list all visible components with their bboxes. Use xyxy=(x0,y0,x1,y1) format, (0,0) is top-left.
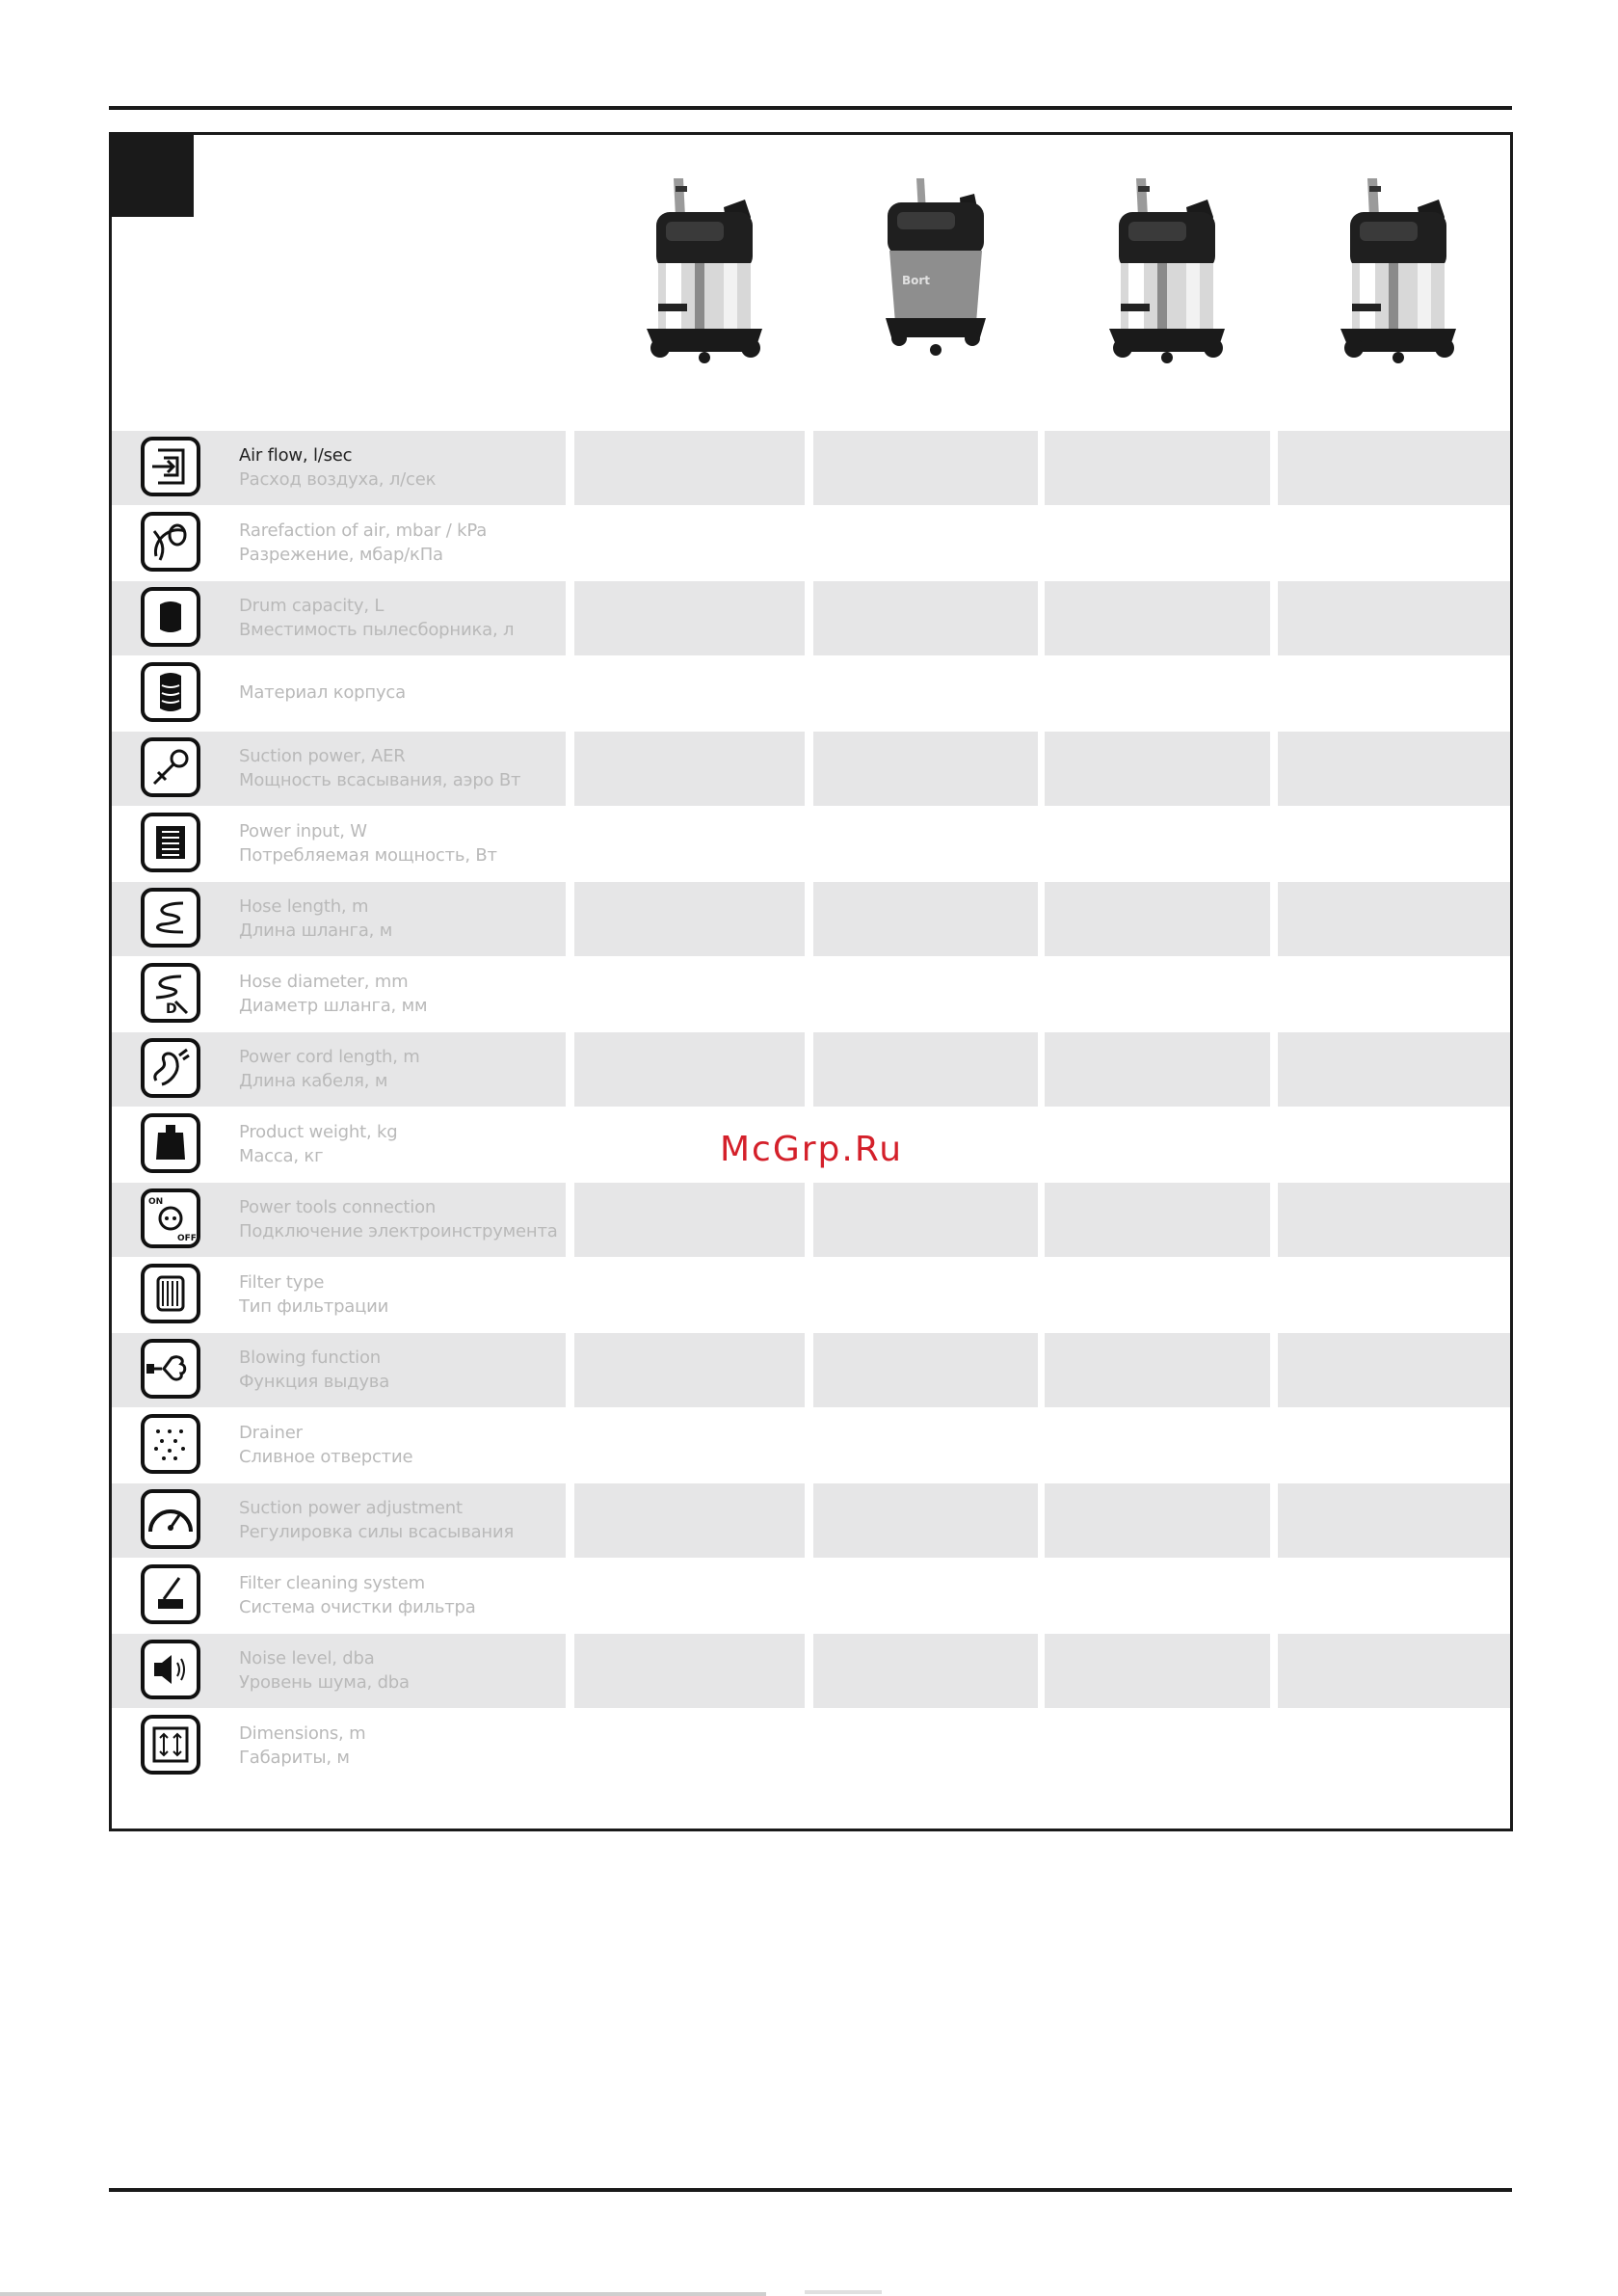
weight-icon xyxy=(141,1113,200,1173)
drum-capacity-icon xyxy=(141,587,200,647)
spec-row xyxy=(112,1258,1510,1332)
spec-label-ru: Масса, кг xyxy=(239,1146,324,1166)
dimensions-icon xyxy=(141,1715,200,1775)
spec-row xyxy=(112,1183,1510,1257)
spec-row xyxy=(112,732,1510,806)
power-cord-icon xyxy=(141,1038,200,1098)
spec-label-ru: Тип фильтрации xyxy=(239,1296,389,1317)
row-shading xyxy=(574,1333,805,1407)
row-shading xyxy=(813,581,1038,655)
spec-label-ru: Габариты, м xyxy=(239,1748,350,1768)
spec-label-ru: Мощность всасывания, аэро Вт xyxy=(239,770,521,790)
row-shading xyxy=(1045,1333,1270,1407)
spec-label-en: Suction power adjustment xyxy=(239,1498,463,1518)
footer-strip-tail xyxy=(805,2290,882,2294)
product-image-3 xyxy=(1100,159,1254,381)
spec-row xyxy=(112,581,1510,655)
spec-label-en: Power input, W xyxy=(239,821,367,841)
spec-label-ru: Уровень шума, dba xyxy=(239,1672,410,1693)
row-shading xyxy=(1045,1634,1270,1708)
spec-row xyxy=(112,431,1510,505)
spec-label-en: Drainer xyxy=(239,1423,303,1443)
hose-length-icon xyxy=(141,888,200,948)
row-shading xyxy=(574,1183,805,1257)
spec-label xyxy=(112,732,566,806)
spec-label xyxy=(112,807,566,881)
spec-label-en: Suction power, AER xyxy=(239,746,406,766)
row-shading xyxy=(813,431,1038,505)
spec-label-en: Hose length, m xyxy=(239,896,369,917)
product-image-4 xyxy=(1331,159,1485,381)
spec-label xyxy=(112,957,566,1031)
row-shading xyxy=(1278,732,1510,806)
spec-label-ru: Функция выдува xyxy=(239,1372,390,1392)
spec-label-en: Noise level, dba xyxy=(239,1648,375,1669)
row-shading xyxy=(813,882,1038,956)
bottom-rule xyxy=(109,2188,1512,2192)
watermark: McGrp.Ru xyxy=(720,1130,904,1169)
product-image-2 xyxy=(868,159,1022,381)
spec-label-en: Blowing function xyxy=(239,1348,381,1368)
spec-row xyxy=(112,656,1510,731)
hose-diameter-icon xyxy=(141,963,200,1023)
power-tools-icon xyxy=(141,1188,200,1248)
row-shading xyxy=(574,1483,805,1558)
svg-text:D: D xyxy=(166,1001,177,1017)
svg-text:ON: ON xyxy=(148,1197,164,1207)
spec-label xyxy=(112,581,566,655)
spec-label xyxy=(112,431,566,505)
spec-row xyxy=(112,882,1510,956)
spec-label-en: Rarefaction of air, mbar / kPa xyxy=(239,521,488,541)
spec-label-ru: Длина шланга, м xyxy=(239,921,393,941)
filter-cleaning-icon xyxy=(141,1564,200,1624)
row-shading xyxy=(1045,431,1270,505)
spec-row xyxy=(112,957,1510,1031)
row-shading xyxy=(813,1333,1038,1407)
spec-row xyxy=(112,1559,1510,1633)
spec-label-ru: Вместимость пылесборника, л xyxy=(239,620,515,640)
spec-row xyxy=(112,1709,1510,1783)
spec-label xyxy=(112,1709,566,1783)
noise-icon xyxy=(141,1640,200,1699)
row-shading xyxy=(813,1032,1038,1107)
spec-label xyxy=(112,1483,566,1558)
spec-label-en: Dimensions, m xyxy=(239,1723,366,1744)
spec-label-en: Filter type xyxy=(239,1272,325,1293)
spec-row xyxy=(112,506,1510,580)
row-shading xyxy=(1278,1183,1510,1257)
air-flow-icon xyxy=(141,437,200,496)
spec-label-ru: Материал корпуса xyxy=(239,682,406,703)
spec-row xyxy=(112,1408,1510,1482)
spec-label-en: Filter cleaning system xyxy=(239,1573,425,1593)
spec-label-en: Power cord length, m xyxy=(239,1047,420,1067)
spec-table-frame xyxy=(109,132,1513,1831)
body-material-icon xyxy=(141,662,200,722)
row-shading xyxy=(574,732,805,806)
footer-strip xyxy=(0,2292,766,2296)
spec-label xyxy=(112,1258,566,1332)
row-shading xyxy=(813,1483,1038,1558)
spec-row xyxy=(112,1483,1510,1558)
spec-label xyxy=(112,882,566,956)
row-shading xyxy=(1045,732,1270,806)
row-shading xyxy=(574,581,805,655)
row-shading xyxy=(574,1032,805,1107)
product-image-1 xyxy=(637,159,791,381)
spec-label xyxy=(112,1559,566,1633)
spec-label-ru: Подключение электроинструмента xyxy=(239,1221,558,1241)
spec-label xyxy=(112,1408,566,1482)
spec-label-en: Air flow, l/sec xyxy=(239,445,353,466)
spec-label-ru: Система очистки фильтра xyxy=(239,1597,476,1617)
row-shading xyxy=(574,431,805,505)
row-shading xyxy=(1045,1483,1270,1558)
top-rule xyxy=(109,106,1512,110)
spec-label-ru: Потребляемая мощность, Вт xyxy=(239,845,497,866)
spec-label-ru: Диаметр шланга, мм xyxy=(239,996,428,1016)
spec-label-en: Power tools connection xyxy=(239,1197,437,1217)
spec-label xyxy=(112,1108,566,1182)
row-shading xyxy=(813,1634,1038,1708)
spec-row xyxy=(112,1634,1510,1708)
power-input-icon xyxy=(141,813,200,872)
row-shading xyxy=(1278,1333,1510,1407)
row-shading xyxy=(1278,1483,1510,1558)
suction-power-icon xyxy=(141,737,200,797)
row-shading xyxy=(1045,1183,1270,1257)
drainer-icon xyxy=(141,1414,200,1474)
product-2-brand-logo: Bort xyxy=(902,274,931,287)
suction-adjust-icon xyxy=(141,1489,200,1549)
filter-type-icon xyxy=(141,1264,200,1323)
spec-row xyxy=(112,1333,1510,1407)
rarefaction-icon xyxy=(141,512,200,572)
row-shading xyxy=(1278,882,1510,956)
row-shading xyxy=(1278,431,1510,505)
row-shading xyxy=(1045,882,1270,956)
spec-label xyxy=(112,506,566,580)
blowing-icon xyxy=(141,1339,200,1399)
spec-label-en: Drum capacity, L xyxy=(239,596,385,616)
spec-label-ru: Сливное отверстие xyxy=(239,1447,413,1467)
spec-row xyxy=(112,1032,1510,1107)
row-shading xyxy=(1278,1032,1510,1107)
spec-label-ru: Расход воздуха, л/сек xyxy=(239,469,437,490)
spec-label xyxy=(112,1183,566,1257)
spec-label-ru: Регулировка силы всасывания xyxy=(239,1522,515,1542)
spec-label xyxy=(112,656,566,731)
spec-label-en: Product weight, kg xyxy=(239,1122,398,1142)
spec-label xyxy=(112,1032,566,1107)
row-shading xyxy=(1045,1032,1270,1107)
row-shading xyxy=(574,882,805,956)
spec-row xyxy=(112,807,1510,881)
row-shading xyxy=(1045,581,1270,655)
row-shading xyxy=(574,1634,805,1708)
row-shading xyxy=(1278,1634,1510,1708)
row-shading xyxy=(813,1183,1038,1257)
row-shading xyxy=(813,732,1038,806)
product-images xyxy=(112,135,1510,424)
row-shading xyxy=(1278,581,1510,655)
spec-label xyxy=(112,1333,566,1407)
spec-label-en: Hose diameter, mm xyxy=(239,972,409,992)
svg-text:OFF: OFF xyxy=(177,1234,197,1243)
spec-label-ru: Длина кабеля, м xyxy=(239,1071,388,1091)
spec-label-ru: Разрежение, мбар/кПа xyxy=(239,545,443,565)
spec-label xyxy=(112,1634,566,1708)
